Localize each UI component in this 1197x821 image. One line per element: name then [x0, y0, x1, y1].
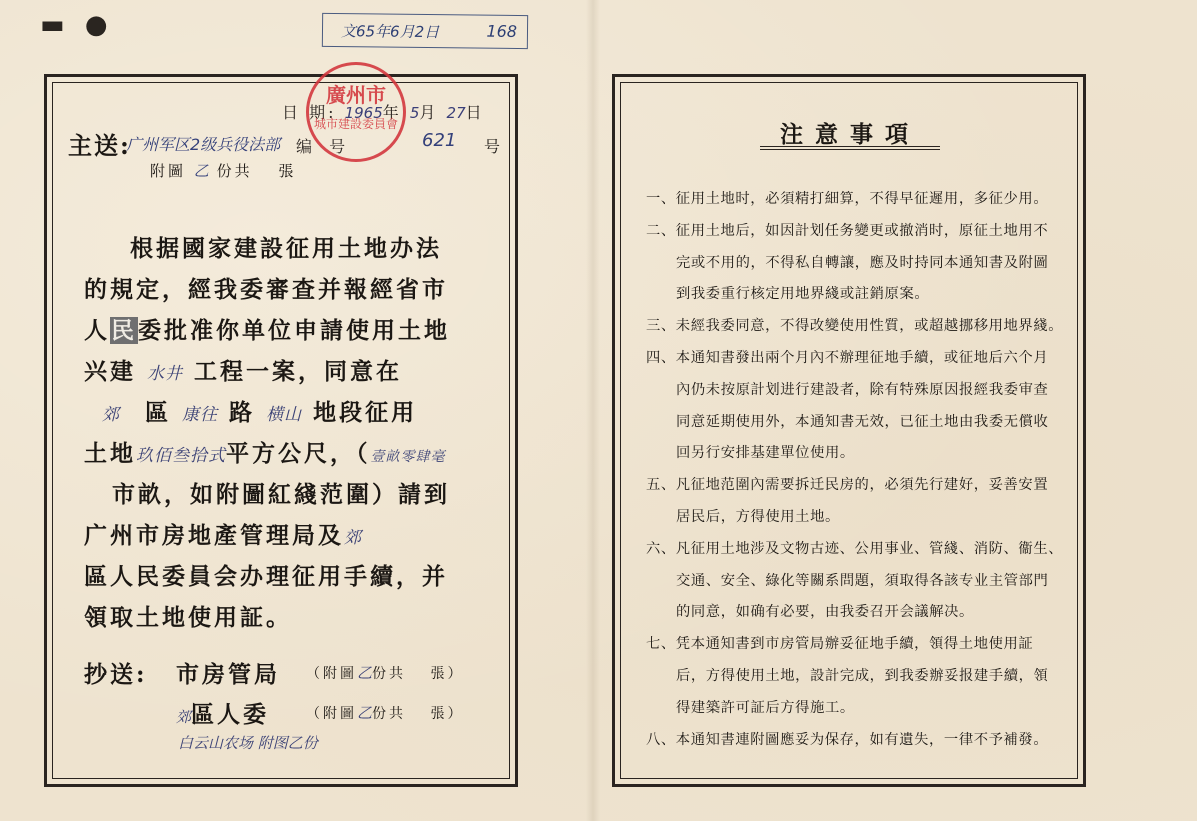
body-text: 委批准你单位申請使用土地 — [138, 317, 450, 344]
body-line — [84, 269, 488, 310]
attachment-count: 乙 — [193, 162, 209, 180]
body-line — [84, 392, 488, 433]
center-fold — [586, 0, 600, 821]
note-item: 八、本通知書連附圖應妥为保存，如有遺失，一律不予補發。 — [646, 731, 1049, 748]
body-text: 市畝，如附圖紅綫范圍）請到 — [112, 481, 450, 508]
number-label: 编 号 — [296, 137, 352, 156]
cc-attachment-1 — [306, 662, 464, 683]
note-item-continuation: 完或不用的，不得私自轉讓，應及时持同本通知書及附圖 — [676, 254, 1049, 271]
notes-list — [646, 184, 1066, 756]
cc-attachment-2 — [306, 702, 464, 723]
note-item-continuation: 回另行安排基建單位使用。 — [676, 445, 855, 462]
corner-marks: ▬ ● — [40, 10, 114, 40]
body-line — [84, 310, 488, 351]
body-text: 广州市房地產管理局及 — [84, 522, 344, 549]
date-day-unit: 日 — [465, 103, 485, 122]
note-item: 七、凭本通知書到市房管局辦妥征地手續，領得土地使用証 — [646, 636, 1034, 653]
handwritten-footnote: 白云山农场 附图乙份 — [178, 734, 318, 752]
note-item-continuation: 到我委重行核定用地界綫或註銷原案。 — [676, 286, 930, 303]
archive-stamp-number: 168 — [486, 21, 518, 41]
handwritten-area: 玖佰叁拾式 — [136, 446, 226, 466]
note-item-continuation: 內仍未按原計划进行建設者，除有特殊原因报經我委审查 — [676, 381, 1049, 398]
handwritten-mu: 壹畝零肆毫 — [370, 449, 446, 465]
note-item-continuation: 的同意，如确有必要，由我委召开会議解决。 — [676, 604, 974, 621]
number-value: 621 — [422, 130, 457, 151]
body-text: 路 — [229, 399, 256, 426]
note-item-continuation: 同意延期使用外，本通知書无效，已征土地由我委无償收 — [676, 413, 1049, 430]
body-text: 兴建 — [84, 358, 136, 385]
handwritten-section: 横山 — [266, 405, 303, 425]
handwritten-district: 郊 — [176, 708, 192, 726]
cc-attach-suffix: 份共 張） — [372, 706, 465, 722]
attachment-suffix: 份共 張 — [216, 162, 297, 180]
date-year-unit: 年 — [382, 103, 402, 122]
cc-attach-suffix: 份共 張） — [372, 666, 465, 682]
body-text: 區人民委員会办理征用手續，并 — [84, 563, 448, 590]
notice-body — [84, 228, 488, 638]
date-label: 日 期: — [282, 103, 337, 122]
notes-title-underline — [760, 146, 940, 150]
date-month-unit: 月 — [419, 103, 439, 122]
body-text: 的規定，經我委審查并報經省市 — [84, 276, 448, 303]
recipient-row — [68, 126, 508, 160]
cc-item-district-committee — [176, 696, 269, 729]
recipient-name: 广州军区2级兵役法部 — [126, 135, 281, 154]
attachment-prefix: 附圖 — [150, 162, 187, 180]
body-line — [84, 228, 488, 269]
note-item: 六、凡征用土地涉及文物古迹、公用事业、管綫、消防、衞生、 — [646, 540, 1064, 557]
body-line — [84, 474, 488, 515]
date-day: 27 — [446, 104, 466, 122]
handwritten-road: 康往 — [182, 405, 219, 425]
handwritten-district: 郊 — [344, 528, 362, 548]
body-text: 土地 — [84, 440, 136, 467]
body-text: 人 — [84, 317, 110, 344]
handwritten-district: 郊 — [102, 405, 120, 425]
note-item: 二、征用土地后，如因計划任务變更或撤消时，原征土地用不 — [646, 222, 1049, 239]
body-text: 區 — [145, 399, 172, 426]
body-text: 工程一案，同意在 — [194, 358, 403, 385]
note-item-continuation: 交通、安全、綠化等關系問題，須取得各該专业主管部門 — [676, 572, 1049, 589]
note-item-continuation: 后，方得使用土地，設計完成，到我委辦妥报建手續，領 — [676, 667, 1049, 684]
body-line — [84, 556, 488, 597]
cc-attach-prefix: （附圖 — [306, 706, 357, 722]
cc-attach-count: 乙 — [357, 664, 373, 682]
body-line — [84, 433, 488, 474]
note-item: 四、本通知書發出兩个月內不辦理征地手續，或征地后六个月 — [646, 349, 1049, 366]
cc-item-text: 區人委 — [191, 701, 270, 728]
body-line — [84, 351, 488, 392]
date-year: 1965 — [344, 104, 383, 122]
body-line — [84, 515, 488, 556]
cc-label: 抄送: — [84, 661, 148, 688]
note-item: 一、征用土地时，必須精打細算，不得早征遲用，多征少用。 — [646, 191, 1049, 207]
date-month: 5 — [409, 104, 420, 122]
handwritten-project: 水井 — [147, 364, 184, 384]
body-text: 地段征用 — [313, 399, 418, 426]
notes-title: 注意事項 — [780, 121, 920, 148]
cc-attach-prefix: （附圖 — [306, 666, 357, 682]
highlighted-char: 民 — [111, 317, 137, 344]
attachment-row — [150, 160, 296, 181]
body-text: 根据國家建設征用土地办法 — [130, 235, 442, 262]
seal-top-text: 廣州市 — [326, 83, 386, 107]
official-seal — [306, 62, 406, 162]
number-suffix: 号 — [484, 137, 501, 156]
body-text: 平方公尺，（ — [226, 440, 371, 467]
note-item-continuation: 得建築許可証后方得施工。 — [676, 699, 855, 716]
archive-stamp — [322, 13, 528, 49]
cc-attach-count: 乙 — [357, 704, 373, 722]
recipient-label: 主送: — [68, 131, 131, 160]
note-item: 五、凡征地范圍內需要拆迁民房的，必須先行建好，妥善安置 — [646, 477, 1049, 494]
seal-bottom-text: 城市建設委員會 — [313, 117, 398, 131]
note-item-continuation: 居民后，方得使用土地。 — [676, 508, 840, 525]
body-line — [84, 597, 488, 638]
note-item: 三、未經我委同意，不得改變使用性質，或超越挪移用地界綫。 — [646, 318, 1064, 335]
body-text: 領取土地使用証。 — [84, 604, 292, 631]
archive-stamp-date: 文65年6月2日 — [340, 21, 440, 41]
cc-item-housing-bureau: 市房管局 — [176, 661, 280, 688]
